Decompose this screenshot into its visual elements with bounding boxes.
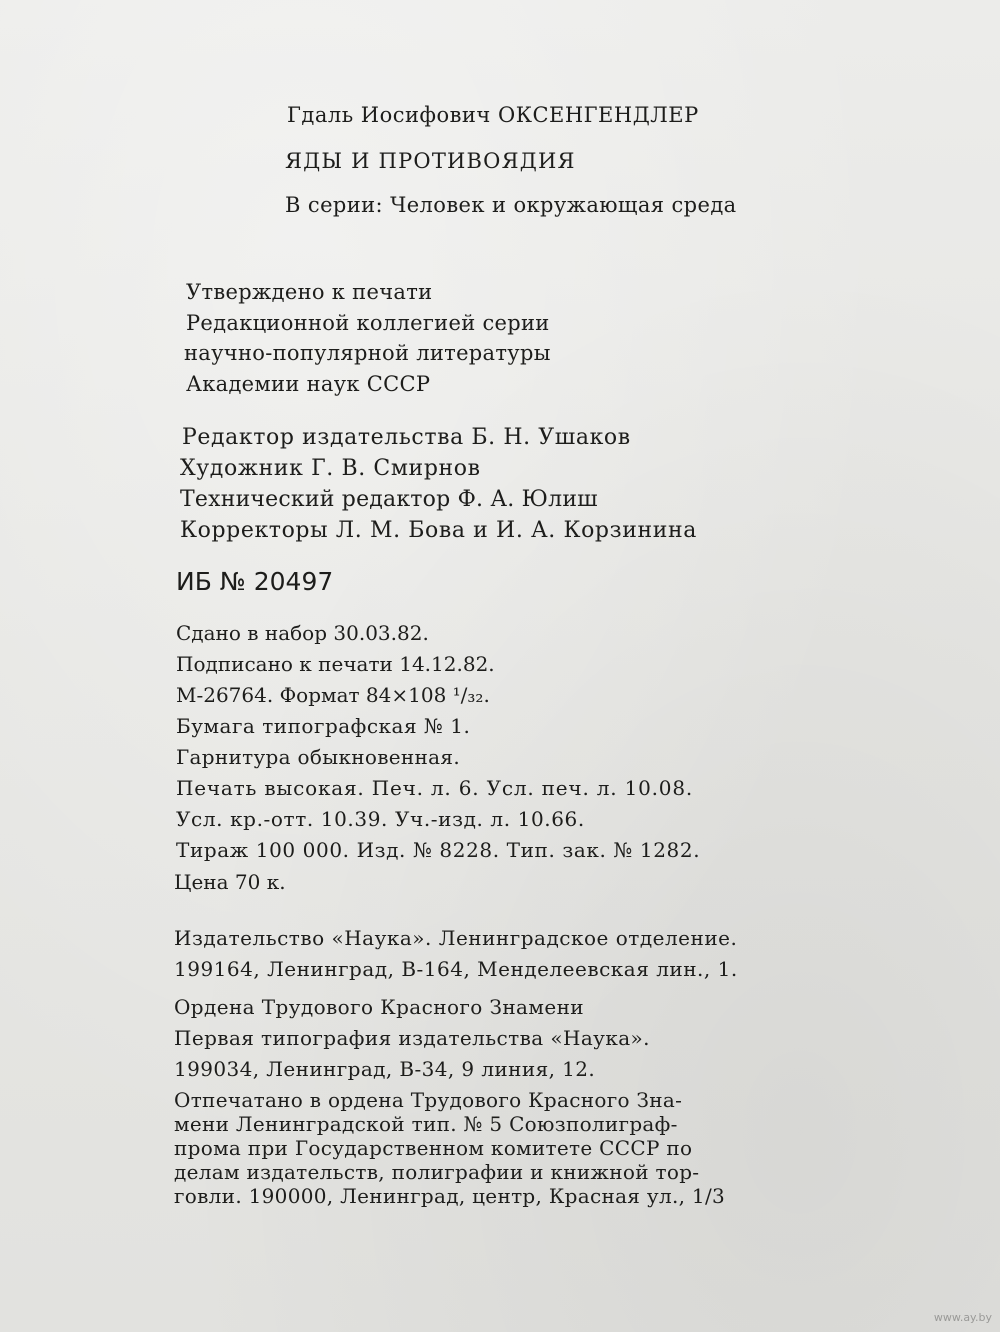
print-data-line: Бумага типографская № 1. xyxy=(176,714,471,738)
ib-number: ИБ № 20497 xyxy=(176,567,334,596)
price-line: Цена 70 к. xyxy=(174,870,286,894)
approval-line: научно-популярной литературы xyxy=(184,341,551,365)
watermark: www.ay.by xyxy=(933,1311,992,1324)
print-data-line: Тираж 100 000. Изд. № 8228. Тип. зак. № 1282. xyxy=(176,838,701,862)
typography-line: Первая типография издательства «Наука». xyxy=(174,1026,650,1050)
typography-address: 199034, Ленинград, В-34, 9 линия, 12. xyxy=(174,1057,596,1081)
staff-artist: Художник Г. В. Смирнов xyxy=(180,456,481,481)
book-title: ЯДЫ И ПРОТИВОЯДИЯ xyxy=(285,149,576,173)
print-data-line: Сдано в набор 30.03.82. xyxy=(176,621,429,645)
print-data-line: Подписано к печати 14.12.82. xyxy=(176,652,495,676)
publisher-address: 199164, Ленинград, В-164, Менделеевская лин., 1. xyxy=(174,957,738,981)
printed-at-line: мени Ленинградской тип. № 5 Союзполиграф- xyxy=(174,1112,678,1136)
printed-at-line: делам издательств, полиграфии и книжной тор- xyxy=(174,1160,700,1184)
approval-line: Редакционной коллегией серии xyxy=(186,311,550,335)
print-data-line: Гарнитура обыкновенная. xyxy=(176,745,460,769)
book-author: Гдаль Иосифович ОКСЕНГЕНДЛЕР xyxy=(287,103,699,127)
typography-line: Ордена Трудового Красного Знамени xyxy=(174,995,585,1019)
print-data-line: Печать высокая. Печ. л. 6. Усл. печ. л. 10.08. xyxy=(176,776,693,800)
book-series: В серии: Человек и окружающая среда xyxy=(285,193,737,217)
approval-line: Утверждено к печати xyxy=(186,280,433,304)
staff-tech-editor: Технический редактор Ф. А. Юлиш xyxy=(180,487,598,512)
printed-at-line: Отпечатано в ордена Трудового Красного Зна- xyxy=(174,1088,683,1112)
approval-line: Академии наук СССР xyxy=(186,372,431,396)
printed-at-line: говли. 190000, Ленинград, центр, Красная ул., 1/3 xyxy=(174,1184,726,1208)
print-data-line: М-26764. Формат 84×108 ¹/₃₂. xyxy=(176,683,490,707)
staff-editor: Редактор издательства Б. Н. Ушаков xyxy=(182,425,631,450)
printed-at-line: прома при Государственном комитете СССР по xyxy=(174,1136,693,1160)
print-data-line: Усл. кр.-отт. 10.39. Уч.-изд. л. 10.66. xyxy=(176,807,585,831)
publisher-line: Издательство «Наука». Ленинградское отделение. xyxy=(174,926,738,950)
staff-proofreaders: Корректоры Л. М. Бова и И. А. Корзинина xyxy=(180,518,697,543)
